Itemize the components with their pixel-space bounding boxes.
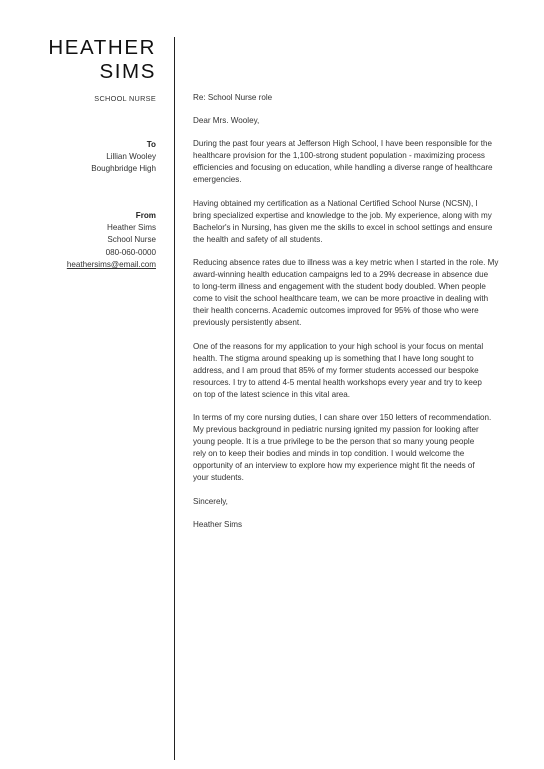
paragraph-line: on top of the latest science in this vital area. [193, 389, 351, 399]
letter-paragraph [193, 138, 495, 186]
paragraph-line: Having obtained my certification as a National Certified School Nurse (NCSN), I [193, 198, 478, 208]
sender-phone: 080-060-0000 [105, 247, 156, 257]
sender-email-link[interactable]: heathersims@email.com [66, 259, 156, 269]
sender-name: Heather Sims [106, 223, 156, 233]
applicant-name [6, 36, 156, 84]
paragraph-line: Reducing absence rates due to illness was a key metric when I started in the role. My [193, 257, 499, 267]
letter-signature: Heather Sims [193, 519, 243, 529]
sender-block [67, 210, 156, 271]
last-name: SIMS [99, 60, 156, 83]
paragraph-line: your students. [193, 473, 244, 483]
sender-heading: From [135, 211, 156, 220]
letter-paragraph [193, 257, 499, 330]
recipient-heading: To [146, 140, 156, 149]
paragraph-line: During the past four years at Jefferson High School, I have been responsible for the [193, 139, 493, 149]
paragraph-line: to long-term illness and engagement with the student body doubled. When people [193, 282, 486, 292]
paragraph-line: award-winning health education campaigns led to a 29% decrease in absence due [193, 270, 489, 280]
paragraph-line: resources. I try to attend 4-5 mental health workshops every year and try to keep [193, 377, 482, 387]
paragraph-line: emergencies. [193, 175, 242, 185]
letter-body [193, 92, 499, 542]
paragraph-line: rely on to keep their bodies and minds in top condition. I would welcome the [193, 449, 465, 459]
letter-paragraphs [193, 138, 499, 484]
letter-paragraph [193, 341, 495, 401]
paragraph-line: health. The stigma around speaking up is something that I have long sought to [193, 353, 474, 363]
paragraph-line: young people. It is a true privilege to be the person that so many young people [193, 437, 475, 447]
job-title: SCHOOL NURSE [94, 94, 156, 103]
vertical-divider [174, 37, 175, 760]
paragraph-line: previously persistently absent. [193, 318, 302, 328]
letter-greeting: Dear Mrs. Wooley, [193, 116, 260, 126]
paragraph-line: opportunity of an interview to explore how my experience might fit the needs of [193, 461, 475, 471]
letter-closing: Sincerely, [193, 496, 228, 506]
letter-paragraph [193, 412, 495, 485]
letter-subject: Re: School Nurse role [193, 93, 273, 102]
sender-title: School Nurse [107, 235, 156, 245]
recipient-block [91, 139, 156, 176]
recipient-organization: Boughbridge High [91, 164, 156, 174]
paragraph-line: healthcare provision for the 1,100-strong student population - maximizing process [193, 151, 485, 161]
first-name: HEATHER [48, 36, 156, 59]
paragraph-line: In terms of my core nursing duties, I can share over 150 letters of recommendation. [193, 412, 492, 422]
paragraph-line: My previous background in pediatric nursing ignited my passion for looking after [193, 425, 479, 435]
paragraph-line: come to visit the school healthcare team, we can be more proactive in dealing with [193, 294, 489, 304]
paragraph-line: the health and safety of all students. [193, 234, 323, 244]
letter-paragraph [193, 198, 495, 246]
paragraph-line: bring specialized expertise and knowledge to the job. My experience, along with my [193, 210, 492, 220]
paragraph-line: One of the reasons for my application to your high school is your focus on mental [193, 341, 484, 351]
recipient-name: Lillian Wooley [106, 152, 156, 162]
paragraph-line: Bachelor's in Nursing, has given me the skills to excel in school settings and ensure [193, 222, 493, 232]
paragraph-line: address, and I am proud that 85% of my former students accessed our bespoke [193, 365, 479, 375]
paragraph-line: efficiencies and focusing on education, while handling a diverse range of healthcare [193, 163, 493, 173]
paragraph-line: their health concerns. Academic outcomes improved for 95% of those who were [193, 306, 479, 316]
